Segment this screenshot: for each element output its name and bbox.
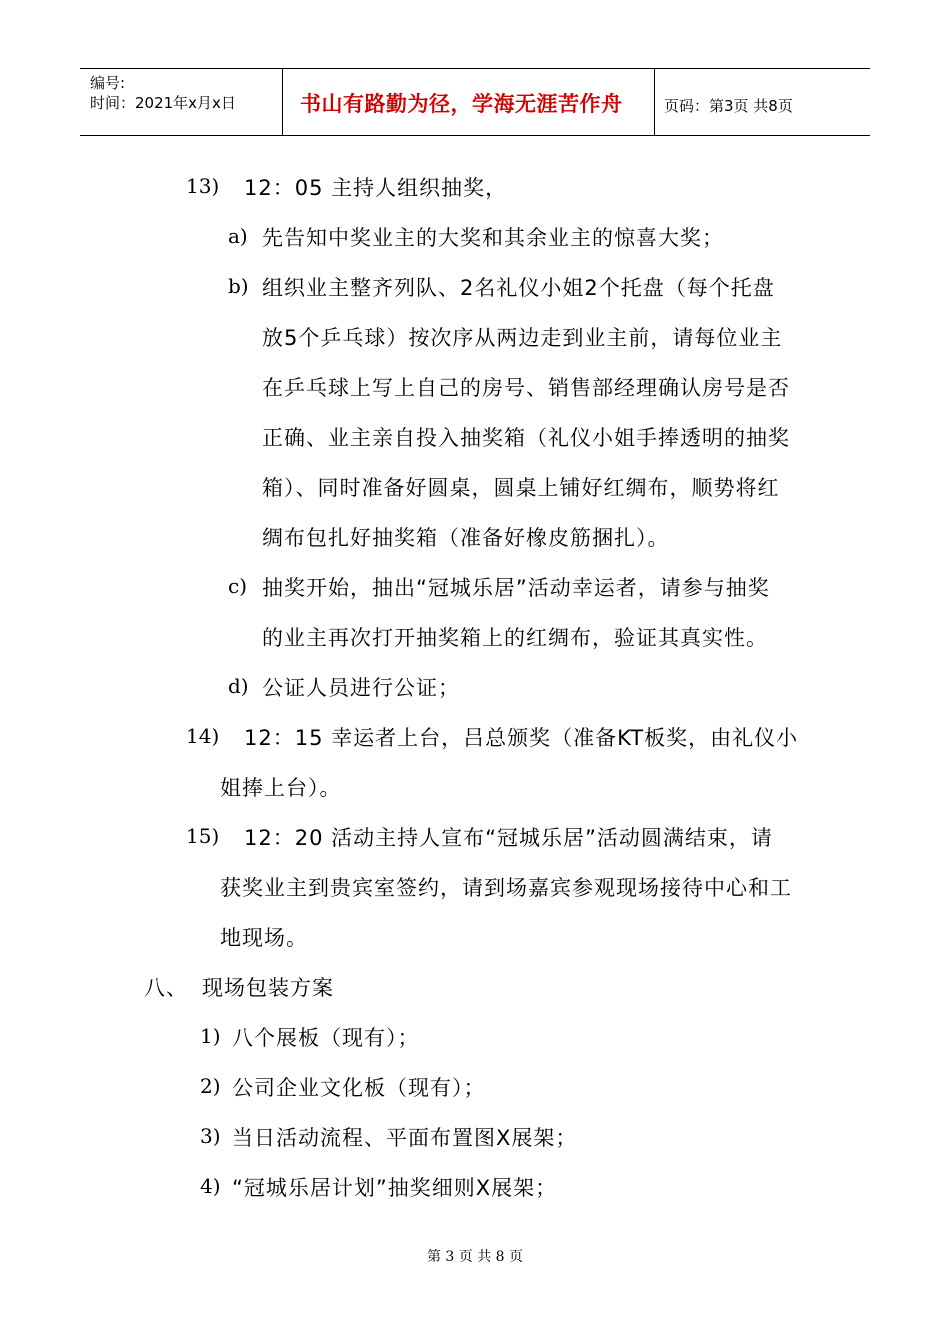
header-divider-right [654, 68, 655, 136]
list-item-2-text: 公司企业文化板（现有）； [232, 1076, 486, 1100]
item-c-marker: c) [228, 574, 248, 598]
list-item-4-marker: 4) [200, 1174, 221, 1198]
item-b-marker: b) [228, 274, 249, 298]
item-13-marker: 13) [186, 174, 220, 198]
item-15-line-3: 地现场。 [220, 926, 308, 950]
item-15-marker: 15) [186, 824, 220, 848]
item-b-line-5: 箱）、同时准备好圆桌，圆桌上铺好红绸布，顺势将红 [262, 476, 780, 500]
item-a-marker: a) [228, 224, 248, 248]
item-c-line-2: 的业主再次打开抽奖箱上的红绸布，验证其真实性。 [262, 626, 768, 650]
item-b-line-6: 绸布包扎好抽奖箱（准备好橡皮筋捆扎）。 [262, 526, 670, 550]
item-13-line-1: 12：05 主持人组织抽奖， [244, 176, 508, 200]
item-d-marker: d) [228, 674, 249, 698]
item-b-line-2: 放5个乒乓球）按次序从两边走到业主前，请每位业主 [262, 326, 783, 350]
header-bottom-rule [80, 135, 870, 136]
list-item-1-text: 八个展板（现有）； [232, 1026, 420, 1050]
item-c-line-1: 抽奖开始，抽出“冠城乐居”活动幸运者，请参与抽奖 [262, 576, 770, 600]
section-8-title: 现场包装方案 [202, 976, 334, 1000]
list-item-1-marker: 1) [200, 1024, 221, 1048]
doc-date-label: 时间：2021年x月x日 [90, 94, 236, 112]
item-b-line-1: 组织业主整齐列队、2名礼仪小姐2个托盘（每个托盘 [262, 276, 775, 300]
section-8-marker: 八、 [144, 976, 188, 1000]
item-15-line-2: 获奖业主到贵宾室签约，请到场嘉宾参观现场接待中心和工 [220, 876, 792, 900]
item-14-marker: 14) [186, 724, 220, 748]
list-item-3-text: 当日活动流程、平面布置图X展架； [232, 1126, 578, 1150]
doc-number-label: 编号: [90, 74, 126, 92]
list-item-2-marker: 2) [200, 1074, 221, 1098]
item-b-line-3: 在乒乓球上写上自己的房号、销售部经理确认房号是否 [262, 376, 790, 400]
item-d-line-1: 公证人员进行公证； [262, 676, 460, 700]
header-page-info: 页码：第3页 共8页 [664, 97, 793, 115]
item-15-line-1: 12：20 活动主持人宣布“冠城乐居”活动圆满结束，请 [244, 826, 773, 850]
header-top-rule [80, 68, 870, 69]
page-footer: 第 3 页 共 8 页 [426, 1249, 524, 1265]
list-item-3-marker: 3) [200, 1124, 221, 1148]
list-item-4-text: “冠城乐居计划”抽奖细则X展架； [232, 1176, 558, 1200]
item-b-line-4: 正确、业主亲自投入抽奖箱（礼仪小姐手捧透明的抽奖 [262, 426, 790, 450]
header-motto: 书山有路勤为径，学海无涯苦作舟 [300, 92, 623, 116]
item-14-line-2: 姐捧上台）。 [220, 776, 342, 800]
item-14-line-1: 12：15 幸运者上台，吕总颁奖（准备KT板奖，由礼仪小 [244, 726, 799, 750]
header-divider-left [282, 68, 283, 136]
item-a-line-1: 先告知中奖业主的大奖和其余业主的惊喜大奖； [262, 226, 724, 250]
